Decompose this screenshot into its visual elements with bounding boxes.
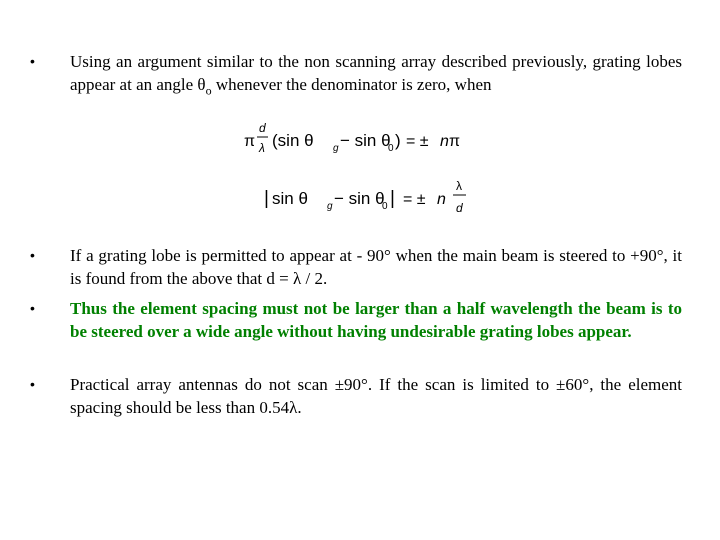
- eq1-pi: π: [244, 133, 256, 150]
- eq1-equals: = ±: [406, 133, 429, 150]
- bullet-4-text: Practical array antennas do not scan ±90°. If the scan is limited to ±60°, the element spacing should be less than 0.54λ.: [70, 375, 682, 417]
- bullet-dot: •: [30, 53, 35, 69]
- bullet-dot: •: [30, 300, 35, 316]
- eq1-sub-0: 0: [388, 143, 394, 154]
- bullet-3-text: Thus the element spacing must not be larger than a half wavelength the beam is to be steered over a wide angle without having undesirable grating lobes appear.: [70, 299, 682, 341]
- bullet-dot: •: [30, 247, 35, 263]
- bullet-1-text-after: whenever the denominator is zero, when: [211, 75, 492, 94]
- bullet-dot: •: [30, 376, 35, 392]
- eq2-minus-sin: − sin θ: [334, 189, 385, 208]
- eq1-n: n: [440, 133, 449, 150]
- bullet-2: [30, 244, 682, 290]
- eq1-open: (sin θ: [272, 131, 314, 150]
- bullet-1-text: [70, 50, 682, 102]
- bullet-1: [30, 50, 682, 102]
- bullet-1-text-before: Using an argument similar to the non scanning array described previously, grating lobes appear at an angle θ: [70, 52, 682, 94]
- equation-2: [0, 176, 720, 216]
- bullet-4: [30, 373, 682, 419]
- eq2-bar-close: |: [390, 188, 395, 209]
- bullet-3: [30, 297, 682, 343]
- bullet-2-text: If a grating lobe is permitted to appear at - 90° when the main beam is steered to +90°, it is found from the above that d = λ / 2.: [70, 246, 682, 288]
- theta-subscript: o: [205, 83, 212, 98]
- eq2-n: n: [437, 191, 446, 208]
- eq2-equals: = ±: [403, 191, 426, 208]
- eq1-close: ): [395, 131, 401, 150]
- eq2-sub-0: 0: [382, 201, 388, 212]
- equation-1: [0, 118, 720, 158]
- eq1-frac-num: d: [259, 121, 266, 135]
- eq2-sub-g: g: [327, 201, 333, 212]
- eq2-frac-num: λ: [456, 179, 462, 193]
- eq1-pi-end: π: [449, 133, 461, 150]
- equation-1-svg: [0, 118, 720, 162]
- eq2-bar-open: |: [264, 188, 269, 209]
- eq1-minus-sin: − sin θ: [340, 131, 391, 150]
- eq1-frac-den: λ: [259, 141, 265, 155]
- eq1-sub-g: g: [333, 143, 339, 154]
- equation-2-svg: [0, 176, 720, 220]
- eq2-sin-theta: sin θ: [272, 189, 308, 208]
- eq2-frac-den: d: [456, 201, 463, 215]
